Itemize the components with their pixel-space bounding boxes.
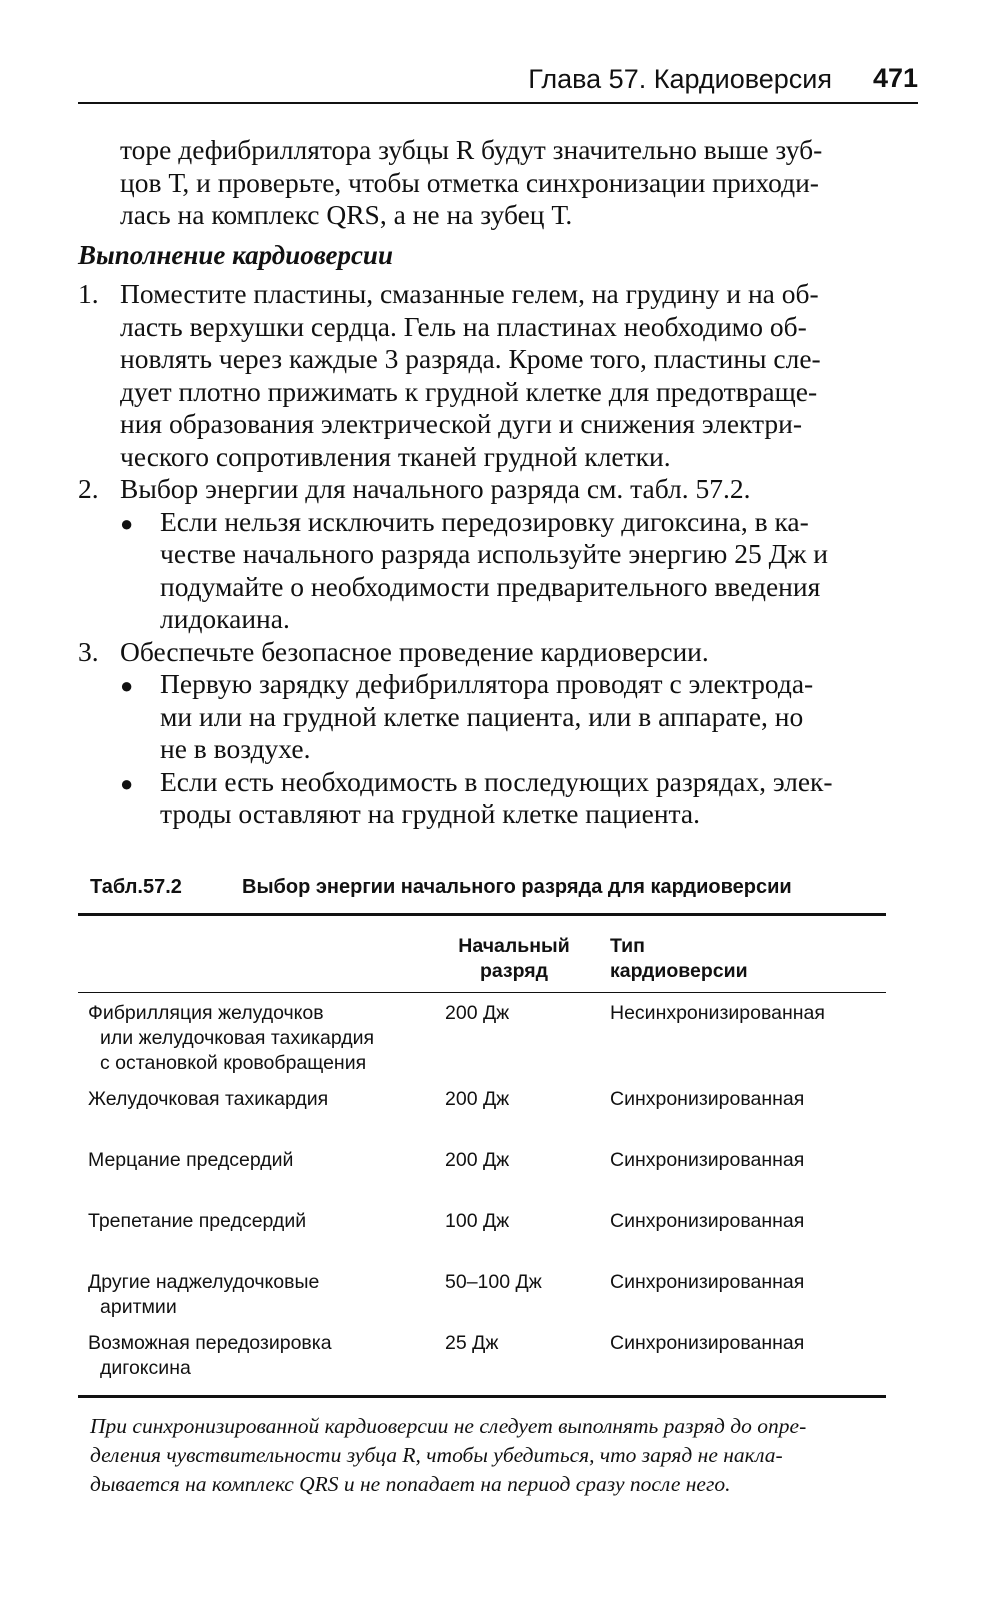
text-line: новлять через каждые 3 разряда. Кроме того, пластины сле- [120, 343, 821, 374]
cell-condition [88, 1209, 428, 1234]
cell-energy: 50–100 Дж [445, 1271, 542, 1293]
text-line: подумайте о необходимости предварительного введения [160, 570, 821, 602]
text-line: цов Т, и проверьте, чтобы отметка синхронизации приходи- [120, 166, 819, 198]
section-heading: Выполнение кардиоверсии [78, 240, 393, 270]
cell-energy: 200 Дж [445, 1149, 510, 1171]
continuation-paragraph [78, 134, 918, 232]
cell-line: дигоксина [100, 1357, 191, 1379]
header-line: Тип [610, 935, 645, 957]
text-line: не в воздухе. [160, 733, 311, 764]
cell-condition [88, 1001, 428, 1076]
running-header [78, 62, 918, 104]
energy-table [78, 913, 886, 1398]
text-line: деления чувствительности зубца R, чтобы убедиться, что заряд не накла- [90, 1443, 783, 1467]
text-line: дует плотно прижимать к грудной клетке для предотвраще- [120, 375, 818, 407]
table-title: Выбор энергии начального разряда для кардиоверсии [242, 876, 792, 898]
text-line: Обеспечьте безопасное проведение кардиоверсии. [120, 635, 709, 667]
chapter-title: Глава 57. Кардиоверсия [528, 64, 832, 94]
cell-type: Синхронизированная [610, 1088, 805, 1110]
text-line: торе дефибриллятора зубцы R будут значительно выше зуб- [120, 134, 823, 165]
text-line: лидокаина. [160, 603, 290, 634]
bullet-text [160, 506, 918, 636]
text-line: Выбор энергии для начального разряда см. табл. 57.2. [120, 473, 751, 504]
cell-type: Несинхронизированная [610, 1002, 825, 1024]
header-line: разряд [479, 960, 549, 982]
step-text [120, 473, 918, 506]
cell-line: Трепетание предсердий [88, 1210, 307, 1232]
cell-type: Синхронизированная [610, 1210, 805, 1232]
cell-condition [88, 1270, 428, 1320]
step-number: 3. [78, 635, 99, 667]
text-line: При синхронизированной кардиоверсии не следует выполнять разряд до опре- [90, 1414, 807, 1438]
step-2 [78, 473, 918, 506]
text-line: Если есть необходимость в последующих разрядах, элек- [160, 765, 833, 797]
step-number: 1. [78, 278, 99, 309]
step-text [120, 636, 918, 669]
cell-condition [88, 1331, 428, 1381]
page-number: 471 [872, 63, 918, 93]
text-line: ласть верхушки сердца. Гель на пластинах необходимо об- [120, 310, 807, 342]
cell-line: Фибрилляция желудочков [88, 1002, 324, 1024]
cell-type: Синхронизированная [610, 1149, 805, 1171]
cell-condition [88, 1148, 428, 1173]
step-3-bullet-1 [120, 668, 918, 766]
bullet-icon: ● [120, 673, 134, 698]
cell-line: Другие наджелудочковые [88, 1271, 320, 1293]
cell-line: или желудочковая тахикардия [100, 1027, 375, 1049]
step-number: 2. [78, 473, 99, 504]
cell-energy: 25 Дж [445, 1332, 499, 1354]
text-line: Если нельзя исключить передозировку дигоксина, в ка- [160, 505, 809, 537]
table-footnote [90, 1412, 884, 1499]
header-type [610, 934, 748, 984]
cell-line: Мерцание предсердий [88, 1149, 294, 1171]
cell-line: аритмии [100, 1296, 177, 1318]
cell-energy: 100 Дж [445, 1210, 510, 1232]
step-3-bullet-2 [120, 766, 918, 831]
step-text [120, 278, 918, 473]
text-line: троды оставляют на грудной клетке пациента. [160, 798, 700, 829]
cell-line: с остановкой кровобращения [100, 1052, 367, 1074]
text-line: ми или на грудной клетке пациента, или в аппарате, но [160, 700, 804, 732]
header-line: кардиоверсии [610, 960, 748, 982]
step-1 [78, 278, 918, 473]
cell-type: Синхронизированная [610, 1271, 805, 1293]
text-line: ния образования электрической дуги и снижения электри- [120, 408, 803, 439]
bullet-text [160, 668, 918, 766]
text-line: лась на комплекс QRS, а не на зубец Т. [120, 199, 573, 230]
text-line: дывается на комплекс QRS и не попадает на период сразу после него. [90, 1472, 731, 1496]
table-header [78, 916, 886, 992]
table-bottom-rule [78, 1395, 886, 1398]
cell-energy: 200 Дж [445, 1088, 510, 1110]
table-row [78, 1148, 886, 1209]
cell-type: Синхронизированная [610, 1332, 805, 1354]
cell-line: Желудочковая тахикардия [88, 1088, 329, 1110]
cell-condition [88, 1087, 428, 1112]
text-line: Первую зарядку дефибриллятора проводят с электрода- [160, 668, 814, 699]
step-2-bullet-1 [120, 506, 918, 636]
header-energy [444, 934, 584, 984]
bullet-icon: ● [120, 770, 134, 796]
cell-energy: 200 Дж [445, 1002, 510, 1024]
text-line: ческого сопротивления тканей грудной клетки. [120, 440, 671, 472]
header-line: Начальный [458, 935, 570, 957]
bullet-text [160, 766, 918, 831]
text-line: честве начального разряда используйте энергию 25 Дж и [160, 538, 828, 569]
text-line: Поместите пластины, смазанные гелем, на грудину и на об- [120, 278, 819, 309]
table-row [78, 1209, 886, 1270]
table-number: Табл.57.2 [90, 876, 182, 898]
step-3 [78, 636, 918, 669]
cell-line: Возможная передозировка [88, 1332, 332, 1354]
table-row [78, 1270, 886, 1331]
table-row [78, 1331, 886, 1395]
bullet-icon: ● [120, 510, 134, 536]
procedure-steps [78, 278, 918, 831]
table-row [78, 993, 886, 1087]
table-row [78, 1087, 886, 1148]
